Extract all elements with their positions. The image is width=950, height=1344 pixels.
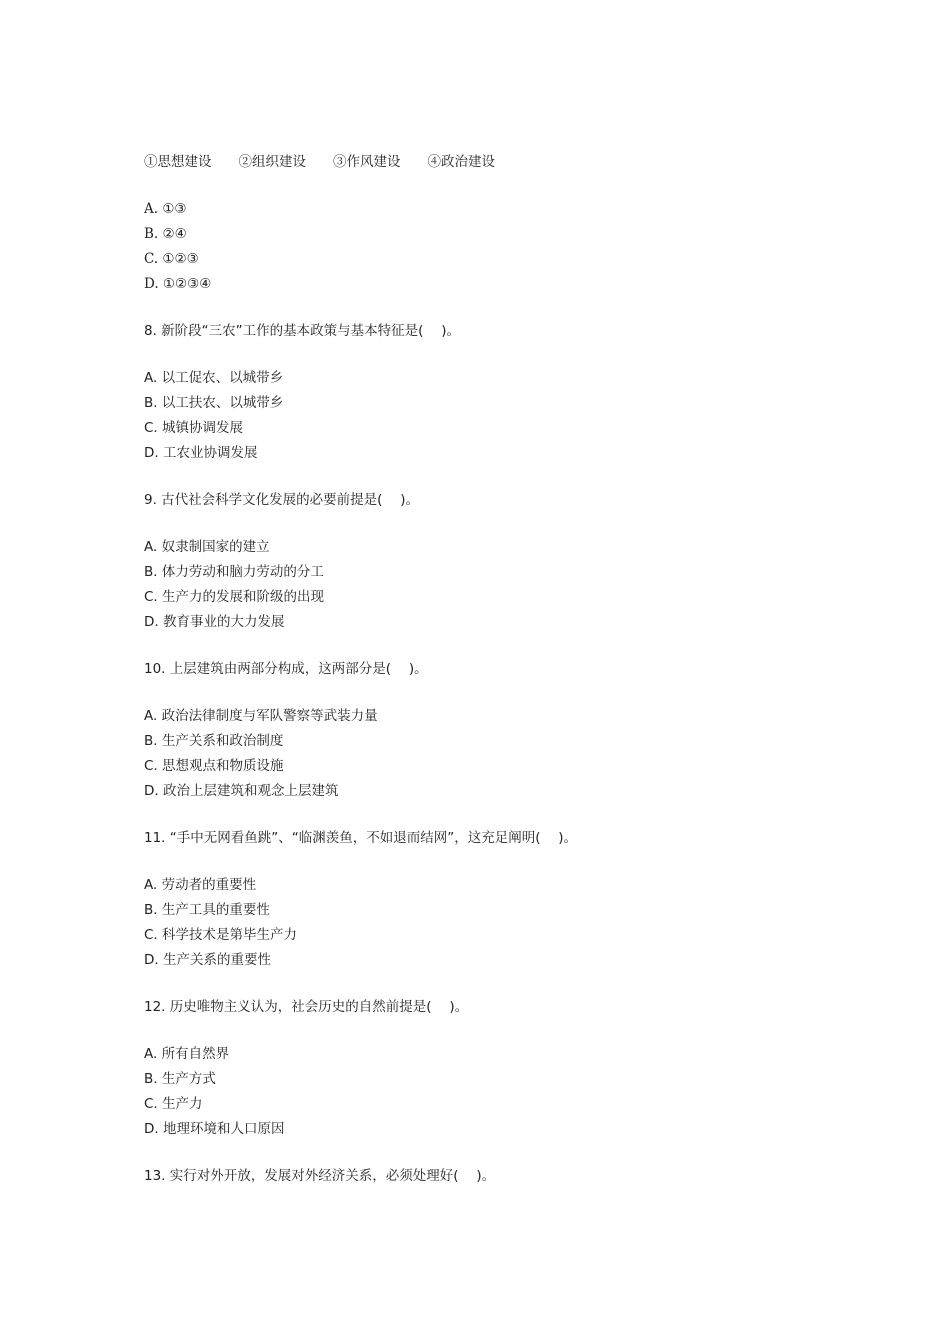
- q11-option-d: D. 生产关系的重要性: [144, 952, 271, 968]
- q8-option-a: A. 以工促农、以城带乡: [144, 370, 284, 386]
- q11-option-a: A. 劳动者的重要性: [144, 877, 257, 893]
- q12-option-a: A. 所有自然界: [144, 1046, 230, 1062]
- q9-option-b: B. 体力劳动和脑力劳动的分工: [144, 564, 324, 580]
- q11-stem: 11. “手中无网看鱼跳”、“临渊羡鱼，不如退而结网”，这充足阐明( )。: [144, 830, 578, 846]
- q9-option-a: A. 奴隶制国家的建立: [144, 539, 270, 555]
- q9-option-d: D. 教育事业的大力发展: [144, 614, 285, 630]
- q8-option-c: C. 城镇协调发展: [144, 420, 244, 436]
- q12-option-c: C. 生产力: [144, 1096, 203, 1112]
- q10-option-c: C. 思想观点和物质设施: [144, 758, 284, 774]
- q10-option-d: D. 政治上层建筑和观念上层建筑: [144, 783, 339, 799]
- q7-option-b: B. ②④: [144, 226, 187, 242]
- q9-stem: 9. 古代社会科学文化发展的必要前提是( )。: [144, 492, 419, 508]
- q10-stem: 10. 上层建筑由两部分构成，这两部分是( )。: [144, 661, 428, 677]
- q13-stem: 13. 实行对外开放，发展对外经济关系，必须处理好( )。: [144, 1168, 496, 1184]
- q8-option-b: B. 以工扶农、以城带乡: [144, 395, 284, 411]
- q12-option-b: B. 生产方式: [144, 1071, 216, 1087]
- q12-stem: 12. 历史唯物主义认为，社会历史的自然前提是( )。: [144, 999, 469, 1015]
- q9-option-c: C. 生产力的发展和阶级的出现: [144, 589, 325, 605]
- q11-option-c: C. 科学技术是第毕生产力: [144, 927, 298, 943]
- q12-option-d: D. 地理环境和人口原因: [144, 1121, 285, 1137]
- q11-option-b: B. 生产工具的重要性: [144, 902, 270, 918]
- q7-option-c: C. ①②③: [144, 251, 199, 267]
- q7-option-d: D. ①②③④: [144, 276, 212, 292]
- q7-option-a: A. ①③: [144, 201, 187, 217]
- q10-option-a: A. 政治法律制度与军队警察等武装力量: [144, 708, 378, 724]
- q8-option-d: D. 工农业协调发展: [144, 445, 258, 461]
- intro-items: ①思想建设 ②组织建设 ③作风建设 ④政治建设: [144, 154, 495, 170]
- q10-option-b: B. 生产关系和政治制度: [144, 733, 284, 749]
- q8-stem: 8. 新阶段“三农”工作的基本政策与基本特征是( )。: [144, 323, 460, 339]
